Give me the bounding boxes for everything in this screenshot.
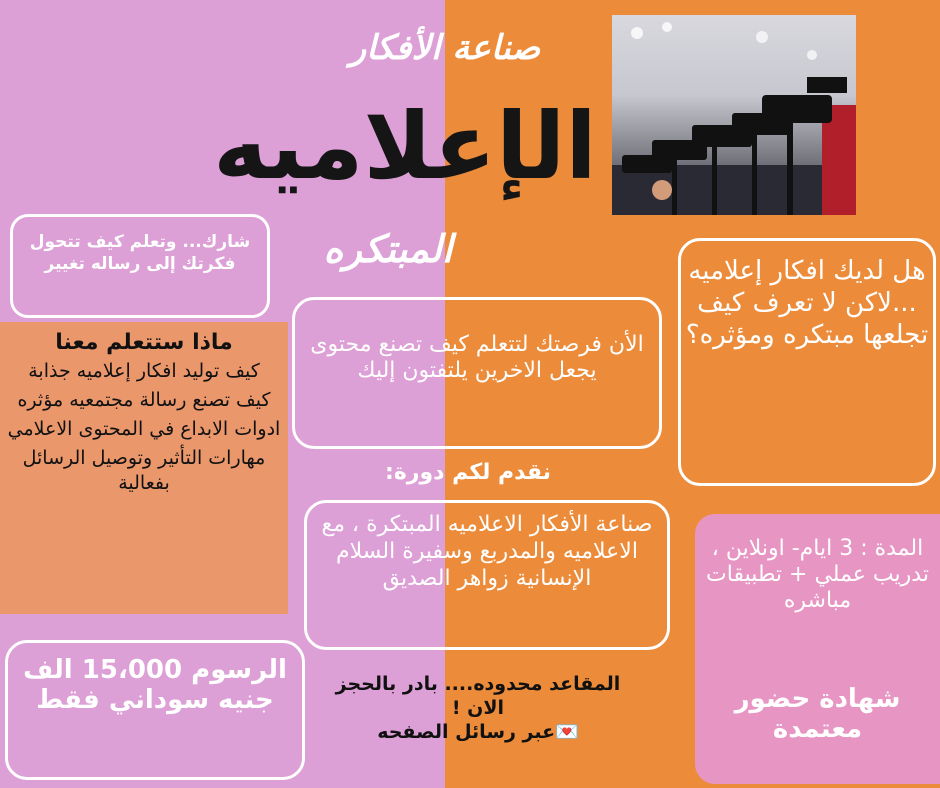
offer-heading: نقدم لكم دورة: [385, 460, 551, 485]
chance-box [292, 297, 662, 449]
learn-item: كيف تصنع رسالة مجتمعيه مؤثره [17, 389, 271, 411]
duration-panel [695, 514, 940, 784]
title-sub: المبتكره [323, 226, 453, 271]
fees-text: الرسوم 15،000 الف جنيه سوداني فقط [23, 655, 287, 715]
duration-text: المدة : 3 ايام- اونلاين ، تدريب عملي + تطبيقات مباشره [706, 536, 929, 613]
learn-item: ادوات الابداع في المحتوى الاعلامي [7, 418, 281, 440]
chance-text: الأن فرصتك لتتعلم كيف تصنع محتوى يجعل الاخرين يلتفتون إليك [310, 332, 644, 383]
share-box [10, 214, 270, 318]
seats-line-2: 💌عبر رسائل الصفحه [377, 721, 579, 743]
offer-text: صناعة الأفكار الاعلاميه المبتكرة ، مع الاعلاميه والمدربع وسفيرة السلام الإنسانية زواهر الصديق [321, 512, 653, 591]
fees-box [5, 640, 305, 780]
title-main: الإعلاميه [213, 93, 597, 200]
cameras-photo [612, 15, 856, 215]
seats-line-1: المقاعد محدوده.... بادر بالحجز الان ! [335, 673, 621, 719]
question-text: هل لديك افكار إعلاميه ...لاكن لا تعرف كيف تجلعها مبتكره ومؤثره؟ [685, 256, 929, 350]
learn-item: كيف توليد افكار إعلاميه جذابة [28, 360, 260, 382]
learn-item: مهارات التأثير وتوصيل الرسائل بفعالية [22, 447, 266, 494]
title-small: صناعة الأفكار [349, 28, 541, 68]
certificate-text: شهادة حضور معتمدة [734, 684, 901, 744]
seats-notice [318, 672, 638, 744]
learn-heading: ماذا ستتعلم معنا [55, 330, 233, 355]
share-text: شارك... وتعلم كيف تتحول فكرتك إلى رساله تغيير [29, 232, 251, 274]
offer-box [304, 500, 670, 650]
question-box [678, 238, 936, 486]
learn-panel [0, 322, 288, 614]
